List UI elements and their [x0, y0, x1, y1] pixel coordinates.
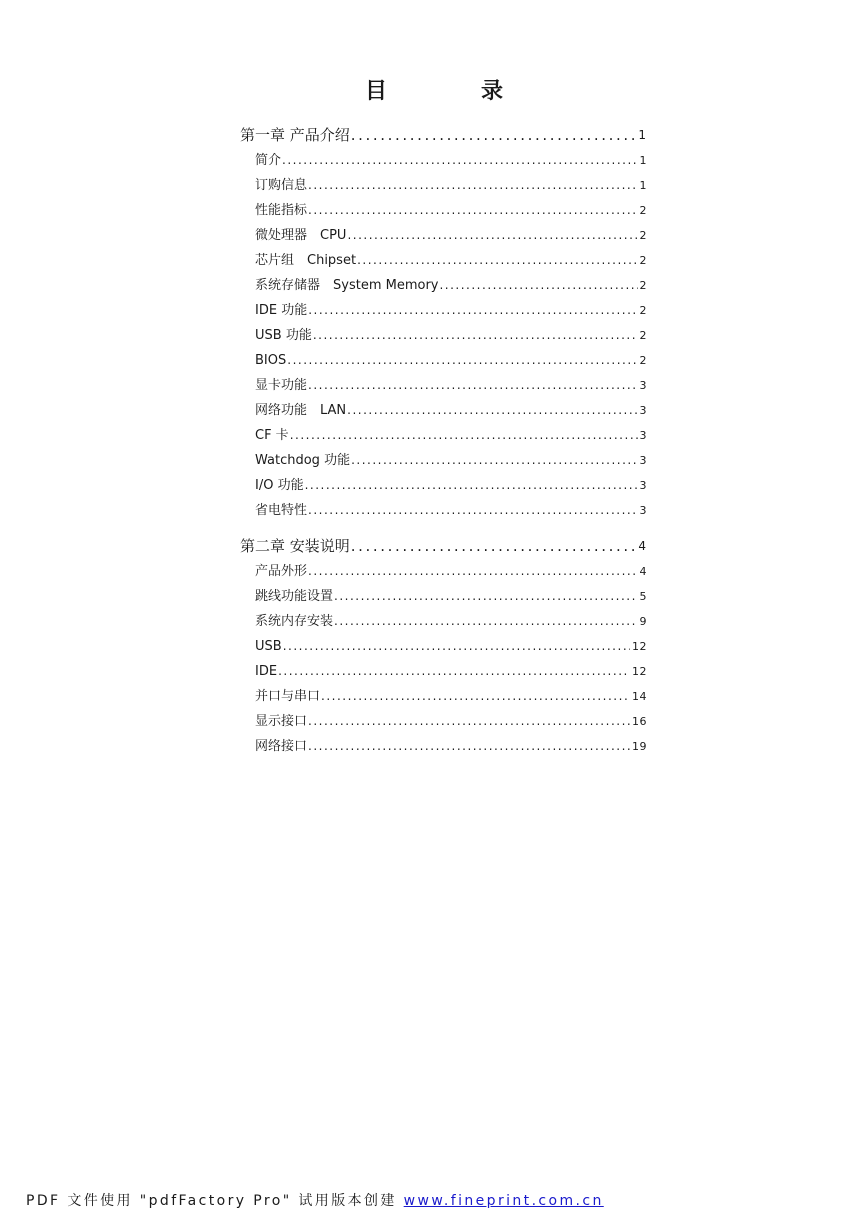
toc-leader-dots: [351, 448, 637, 473]
toc-section-label: 简介: [255, 153, 282, 168]
toc-chapter-label: 第一章 产品介绍: [240, 126, 350, 144]
toc-section-page: 3: [639, 479, 647, 492]
toc-section[interactable]: [240, 473, 647, 498]
toc-section-label: 显卡功能: [255, 378, 308, 393]
toc-section[interactable]: [240, 684, 647, 709]
toc-section[interactable]: [240, 273, 647, 298]
toc-section[interactable]: [240, 298, 647, 323]
toc-section-page: 19: [632, 740, 647, 753]
toc-section[interactable]: [240, 173, 647, 198]
toc-leader-dots: [308, 709, 630, 734]
toc-section-label: 跳线功能设置: [255, 589, 334, 604]
toc-section-page: 2: [639, 304, 647, 317]
table-of-contents: [240, 120, 647, 759]
toc-chapter-page: 4: [638, 539, 647, 553]
toc-leader-dots: [308, 198, 637, 223]
toc-leader-dots: [351, 122, 635, 148]
toc-leader-dots: [282, 148, 637, 173]
page-title: 目 录: [364, 79, 539, 104]
toc-leader-dots: [290, 423, 638, 448]
toc-leader-dots: [321, 684, 630, 709]
toc-section-label: I/O 功能: [255, 478, 304, 493]
toc-section[interactable]: [240, 248, 647, 273]
toc-section-label: IDE: [255, 664, 278, 679]
toc-section-label: 订购信息: [255, 178, 308, 193]
toc-leader-dots: [305, 473, 638, 498]
toc-leader-dots: [357, 248, 637, 273]
toc-section-page: 1: [639, 179, 647, 192]
toc-section-label: 系统存储器 System Memory: [255, 278, 439, 293]
toc-leader-dots: [308, 173, 637, 198]
toc-leader-dots: [439, 273, 637, 298]
toc-section-page: 2: [639, 354, 647, 367]
toc-section-label: 产品外形: [255, 564, 308, 579]
toc-leader-dots: [308, 498, 637, 523]
toc-leader-dots: [308, 734, 630, 759]
toc-section[interactable]: [240, 609, 647, 634]
toc-section[interactable]: [240, 223, 647, 248]
toc-leader-dots: [313, 323, 638, 348]
toc-section[interactable]: [240, 709, 647, 734]
toc-section-label: 微处理器 CPU: [255, 228, 347, 243]
toc-section-page: 2: [639, 204, 647, 217]
footer-watermark: [26, 1190, 604, 1210]
toc-section-label: 并口与串口: [255, 689, 321, 704]
toc-section-label: 网络接口: [255, 739, 308, 754]
toc-section-page: 2: [639, 229, 647, 242]
toc-section-label: 显示接口: [255, 714, 308, 729]
toc-leader-dots: [334, 609, 637, 634]
toc-section[interactable]: [240, 348, 647, 373]
toc-section[interactable]: [240, 634, 647, 659]
toc-section-page: 12: [632, 665, 647, 678]
toc-section-page: 9: [639, 615, 647, 628]
toc-section-label: CF 卡: [255, 428, 289, 443]
toc-section-page: 5: [639, 590, 647, 603]
toc-section-page: 2: [639, 254, 647, 267]
toc-section-label: 网络功能 LAN: [255, 403, 347, 418]
toc-section[interactable]: [240, 734, 647, 759]
toc-section-page: 4: [639, 565, 647, 578]
toc-section-page: 2: [639, 329, 647, 342]
footer-link[interactable]: www.fineprint.com.cn: [403, 1193, 604, 1209]
toc-section-label: USB: [255, 639, 282, 654]
toc-leader-dots: [308, 298, 637, 323]
toc-section-page: 3: [639, 379, 647, 392]
toc-section-label: 芯片组 Chipset: [255, 253, 357, 268]
toc-leader-dots: [283, 634, 630, 659]
toc-leader-dots: [278, 659, 630, 684]
toc-leader-dots: [308, 559, 637, 584]
toc-section[interactable]: [240, 323, 647, 348]
toc-section-label: USB 功能: [255, 328, 312, 343]
toc-section[interactable]: [240, 584, 647, 609]
toc-section-page: 14: [632, 690, 647, 703]
toc-leader-dots: [308, 373, 637, 398]
toc-section[interactable]: [240, 659, 647, 684]
toc-section[interactable]: [240, 373, 647, 398]
toc-section[interactable]: [240, 423, 647, 448]
toc-section[interactable]: [240, 148, 647, 173]
toc-section-page: 2: [639, 279, 647, 292]
toc-section-label: Watchdog 功能: [255, 453, 351, 468]
toc-section-label: BIOS: [255, 353, 287, 368]
toc-leader-dots: [334, 584, 637, 609]
toc-chapter-label: 第二章 安装说明: [240, 537, 350, 555]
toc-section-page: 16: [632, 715, 647, 728]
toc-chapter-page: 1: [638, 128, 647, 142]
toc-section[interactable]: [240, 448, 647, 473]
toc-leader-dots: [347, 223, 637, 248]
toc-chapter[interactable]: [240, 533, 647, 559]
toc-section-page: 3: [639, 454, 647, 467]
toc-leader-dots: [351, 533, 635, 559]
toc-leader-dots: [287, 348, 637, 373]
toc-section-label: 系统内存安装: [255, 614, 334, 629]
toc-section[interactable]: [240, 559, 647, 584]
toc-section-page: 3: [639, 504, 647, 517]
toc-section-label: 省电特性: [255, 503, 308, 518]
toc-section-label: 性能指标: [255, 203, 308, 218]
toc-section-page: 3: [639, 429, 647, 442]
toc-section[interactable]: [240, 198, 647, 223]
toc-leader-dots: [347, 398, 637, 423]
toc-chapter[interactable]: [240, 122, 647, 148]
toc-section-page: 3: [639, 404, 647, 417]
toc-section-label: IDE 功能: [255, 303, 308, 318]
toc-section[interactable]: [240, 398, 647, 423]
toc-section-page: 1: [639, 154, 647, 167]
toc-section[interactable]: [240, 498, 647, 523]
toc-section-page: 12: [632, 640, 647, 653]
footer-text: PDF 文件使用 "pdfFactory Pro" 试用版本创建: [26, 1193, 404, 1209]
